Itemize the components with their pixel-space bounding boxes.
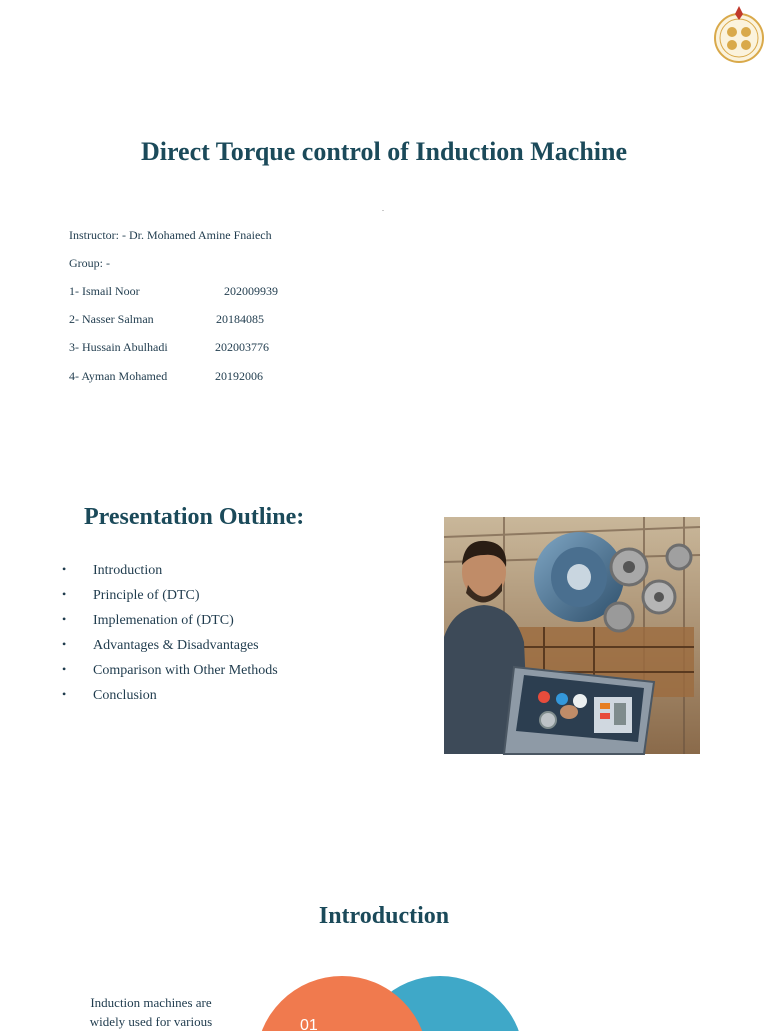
venn-label: 01 (300, 1017, 318, 1031)
bullet-icon: • (62, 562, 67, 576)
member-row (69, 312, 264, 327)
separator-dot: . (382, 204, 384, 213)
document-title: Direct Torque control of Induction Machine (140, 137, 628, 166)
outline-item: • Conclusion (62, 687, 157, 703)
member-id: 20192006 (215, 369, 263, 383)
member-id: 202009939 (224, 284, 278, 298)
outline-item: • Advantages & Disadvantages (62, 637, 259, 653)
venn-diagram (250, 970, 530, 1031)
outline-item: • Principle of (DTC) (62, 587, 200, 603)
member-row (69, 369, 263, 384)
member-row (69, 284, 278, 299)
outline-item: • Introduction (62, 562, 163, 578)
member-name: 4- Ayman Mohamed (69, 369, 168, 383)
engineer-control-panel-image (444, 517, 700, 754)
member-name: 1- Ismail Noor (69, 284, 140, 298)
bullet-icon: • (62, 587, 67, 601)
member-row (69, 340, 269, 355)
member-name: 2- Nasser Salman (69, 312, 154, 326)
outline-item: • Implemenation of (DTC) (62, 612, 234, 628)
venn-circle-orange (256, 976, 428, 1031)
outline-list (62, 563, 278, 713)
introduction-heading: Introduction (318, 903, 450, 929)
bullet-icon: • (62, 662, 67, 676)
member-id: 202003776 (215, 340, 269, 354)
member-name: 3- Hussain Abulhadi (69, 340, 168, 354)
bullet-icon: • (62, 687, 67, 701)
university-seal-logo (712, 2, 766, 64)
instructor-line: Instructor: - Dr. Mohamed Amine Fnaiech (69, 228, 272, 242)
group-label: Group: - (69, 256, 110, 270)
bullet-icon: • (62, 637, 67, 651)
outline-heading: Presentation Outline: (84, 504, 305, 530)
outline-item: • Comparison with Other Methods (62, 662, 278, 678)
bullet-icon: • (62, 612, 67, 626)
member-id: 20184085 (216, 312, 264, 326)
introduction-text: Induction machines are widely used for various (89, 995, 213, 1029)
